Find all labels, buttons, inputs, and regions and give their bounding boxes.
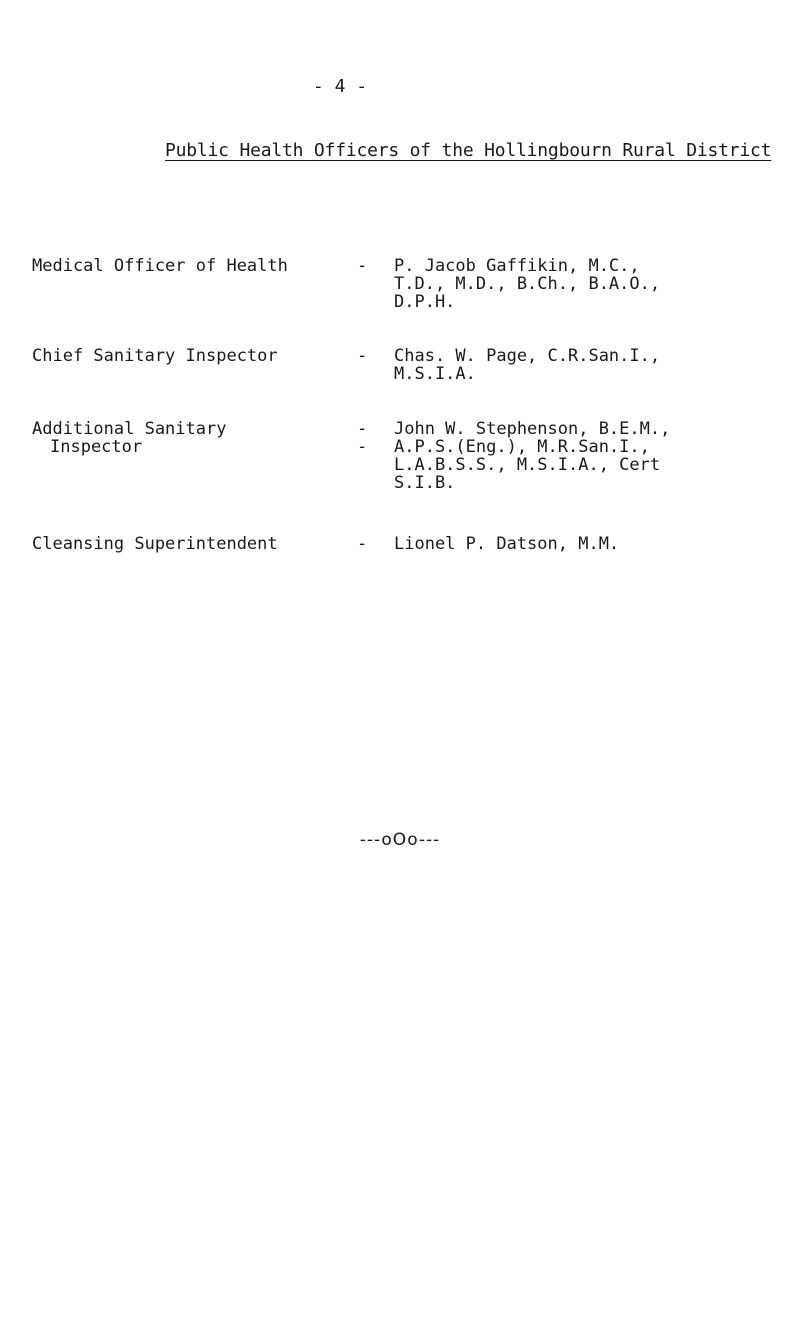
page-title: Public Health Officers of the Hollingbourn Rural District: [165, 140, 772, 161]
name-line: Lionel P. Datson, M.M.: [394, 534, 620, 554]
separator-dash: [357, 347, 371, 365]
officer-name: [394, 535, 784, 553]
end-of-section-mark: ---oOo---: [359, 830, 441, 850]
name-line: A.P.S.(Eng.), M.R.San.I.,: [394, 437, 650, 457]
name-line: Chas. W. Page, C.R.San.I.,: [394, 346, 661, 366]
page-number: - 4 -: [312, 76, 368, 97]
dash-glyph: -: [357, 437, 368, 457]
name-line: L.A.B.S.S., M.S.I.A., Cert: [394, 455, 661, 475]
officer-role: [32, 420, 332, 456]
name-line: D.P.H.: [394, 292, 456, 312]
name-line: John W. Stephenson, B.E.M.,: [394, 419, 671, 439]
officer-role: [32, 257, 332, 275]
role-line: Cleansing Superintendent: [32, 534, 278, 554]
officer-name: [394, 347, 784, 383]
dash-glyph: -: [357, 419, 368, 439]
dash-glyph: -: [357, 534, 368, 554]
separator-dash: [357, 420, 371, 456]
name-line: T.D., M.D., B.Ch., B.A.O.,: [394, 274, 661, 294]
officer-role: [32, 535, 332, 553]
name-line: S.I.B.: [394, 473, 456, 493]
role-line: Additional Sanitary: [32, 419, 227, 439]
dash-glyph: -: [357, 256, 368, 276]
dash-glyph: -: [357, 346, 368, 366]
separator-dash: [357, 257, 371, 275]
role-line: Chief Sanitary Inspector: [32, 346, 278, 366]
officer-role: [32, 347, 332, 365]
officer-name: [394, 420, 784, 492]
role-line: Medical Officer of Health: [32, 256, 288, 276]
name-line: P. Jacob Gaffikin, M.C.,: [394, 256, 640, 276]
separator-dash: [357, 535, 371, 553]
name-line: M.S.I.A.: [394, 364, 476, 384]
officer-name: [394, 257, 784, 311]
role-line: Inspector: [50, 437, 143, 457]
